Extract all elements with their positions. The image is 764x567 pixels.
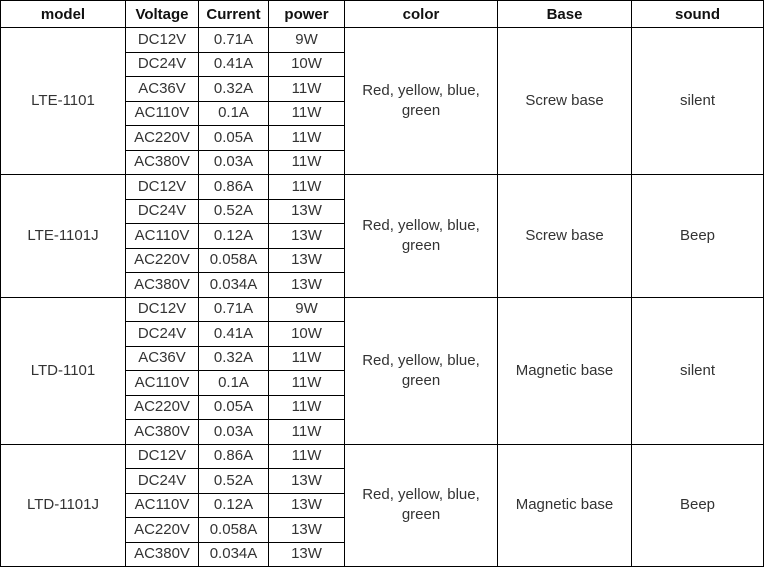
current-cell: 0.03A xyxy=(199,150,269,175)
voltage-cell: DC24V xyxy=(126,199,199,224)
voltage-cell: AC36V xyxy=(126,346,199,371)
table-row xyxy=(1,444,764,469)
sound-cell: silent xyxy=(632,28,764,175)
power-cell: 13W xyxy=(269,493,345,518)
power-cell: 11W xyxy=(269,420,345,445)
sound-cell: silent xyxy=(632,297,764,444)
power-cell: 13W xyxy=(269,518,345,543)
current-cell: 0.32A xyxy=(199,346,269,371)
power-cell: 13W xyxy=(269,199,345,224)
current-cell: 0.034A xyxy=(199,273,269,298)
voltage-cell: AC110V xyxy=(126,371,199,396)
base-cell: Magnetic base xyxy=(498,297,632,444)
voltage-cell: AC380V xyxy=(126,542,199,567)
sound-cell: Beep xyxy=(632,444,764,567)
current-cell: 0.034A xyxy=(199,542,269,567)
voltage-cell: AC220V xyxy=(126,126,199,151)
header-color: color xyxy=(345,1,498,28)
power-cell: 11W xyxy=(269,395,345,420)
current-cell: 0.058A xyxy=(199,518,269,543)
header-base: Base xyxy=(498,1,632,28)
current-cell: 0.1A xyxy=(199,101,269,126)
voltage-cell: AC110V xyxy=(126,493,199,518)
voltage-cell: DC12V xyxy=(126,28,199,53)
voltage-cell: DC12V xyxy=(126,175,199,200)
voltage-cell: AC220V xyxy=(126,248,199,273)
model-cell: LTE-1101J xyxy=(1,175,126,298)
base-cell: Screw base xyxy=(498,175,632,298)
power-cell: 11W xyxy=(269,126,345,151)
current-cell: 0.1A xyxy=(199,371,269,396)
table-row xyxy=(1,297,764,322)
current-cell: 0.41A xyxy=(199,322,269,347)
power-cell: 11W xyxy=(269,175,345,200)
power-cell: 10W xyxy=(269,322,345,347)
current-cell: 0.12A xyxy=(199,224,269,249)
voltage-cell: DC24V xyxy=(126,52,199,77)
power-cell: 11W xyxy=(269,444,345,469)
power-cell: 13W xyxy=(269,224,345,249)
current-cell: 0.86A xyxy=(199,175,269,200)
voltage-cell: AC110V xyxy=(126,224,199,249)
power-cell: 13W xyxy=(269,469,345,494)
color-cell: Red, yellow, blue, green xyxy=(345,444,498,567)
voltage-cell: AC220V xyxy=(126,395,199,420)
voltage-cell: AC220V xyxy=(126,518,199,543)
header-power: power xyxy=(269,1,345,28)
power-cell: 9W xyxy=(269,297,345,322)
base-cell: Screw base xyxy=(498,28,632,175)
base-cell: Magnetic base xyxy=(498,444,632,567)
power-cell: 11W xyxy=(269,150,345,175)
voltage-cell: DC24V xyxy=(126,469,199,494)
voltage-cell: AC380V xyxy=(126,273,199,298)
voltage-cell: AC36V xyxy=(126,77,199,102)
current-cell: 0.52A xyxy=(199,199,269,224)
current-cell: 0.05A xyxy=(199,395,269,420)
current-cell: 0.52A xyxy=(199,469,269,494)
header-voltage: Voltage xyxy=(126,1,199,28)
model-cell: LTD-1101 xyxy=(1,297,126,444)
current-cell: 0.05A xyxy=(199,126,269,151)
power-cell: 13W xyxy=(269,248,345,273)
color-cell: Red, yellow, blue, green xyxy=(345,28,498,175)
current-cell: 0.71A xyxy=(199,297,269,322)
table-row xyxy=(1,28,764,53)
voltage-cell: AC380V xyxy=(126,150,199,175)
header-row xyxy=(1,1,764,28)
header-current: Current xyxy=(199,1,269,28)
model-cell: LTD-1101J xyxy=(1,444,126,567)
table-row xyxy=(1,175,764,200)
current-cell: 0.058A xyxy=(199,248,269,273)
current-cell: 0.03A xyxy=(199,420,269,445)
model-cell: LTE-1101 xyxy=(1,28,126,175)
table-header xyxy=(1,1,764,28)
table-body xyxy=(1,28,764,567)
power-cell: 11W xyxy=(269,371,345,396)
header-sound: sound xyxy=(632,1,764,28)
power-cell: 11W xyxy=(269,346,345,371)
voltage-cell: DC12V xyxy=(126,444,199,469)
voltage-cell: AC380V xyxy=(126,420,199,445)
current-cell: 0.71A xyxy=(199,28,269,53)
power-cell: 11W xyxy=(269,77,345,102)
power-cell: 9W xyxy=(269,28,345,53)
power-cell: 10W xyxy=(269,52,345,77)
color-cell: Red, yellow, blue, green xyxy=(345,175,498,298)
power-cell: 13W xyxy=(269,273,345,298)
current-cell: 0.41A xyxy=(199,52,269,77)
sound-cell: Beep xyxy=(632,175,764,298)
current-cell: 0.32A xyxy=(199,77,269,102)
voltage-cell: DC12V xyxy=(126,297,199,322)
current-cell: 0.86A xyxy=(199,444,269,469)
color-cell: Red, yellow, blue, green xyxy=(345,297,498,444)
voltage-cell: DC24V xyxy=(126,322,199,347)
voltage-cell: AC110V xyxy=(126,101,199,126)
power-cell: 11W xyxy=(269,101,345,126)
power-cell: 13W xyxy=(269,542,345,567)
header-model: model xyxy=(1,1,126,28)
current-cell: 0.12A xyxy=(199,493,269,518)
